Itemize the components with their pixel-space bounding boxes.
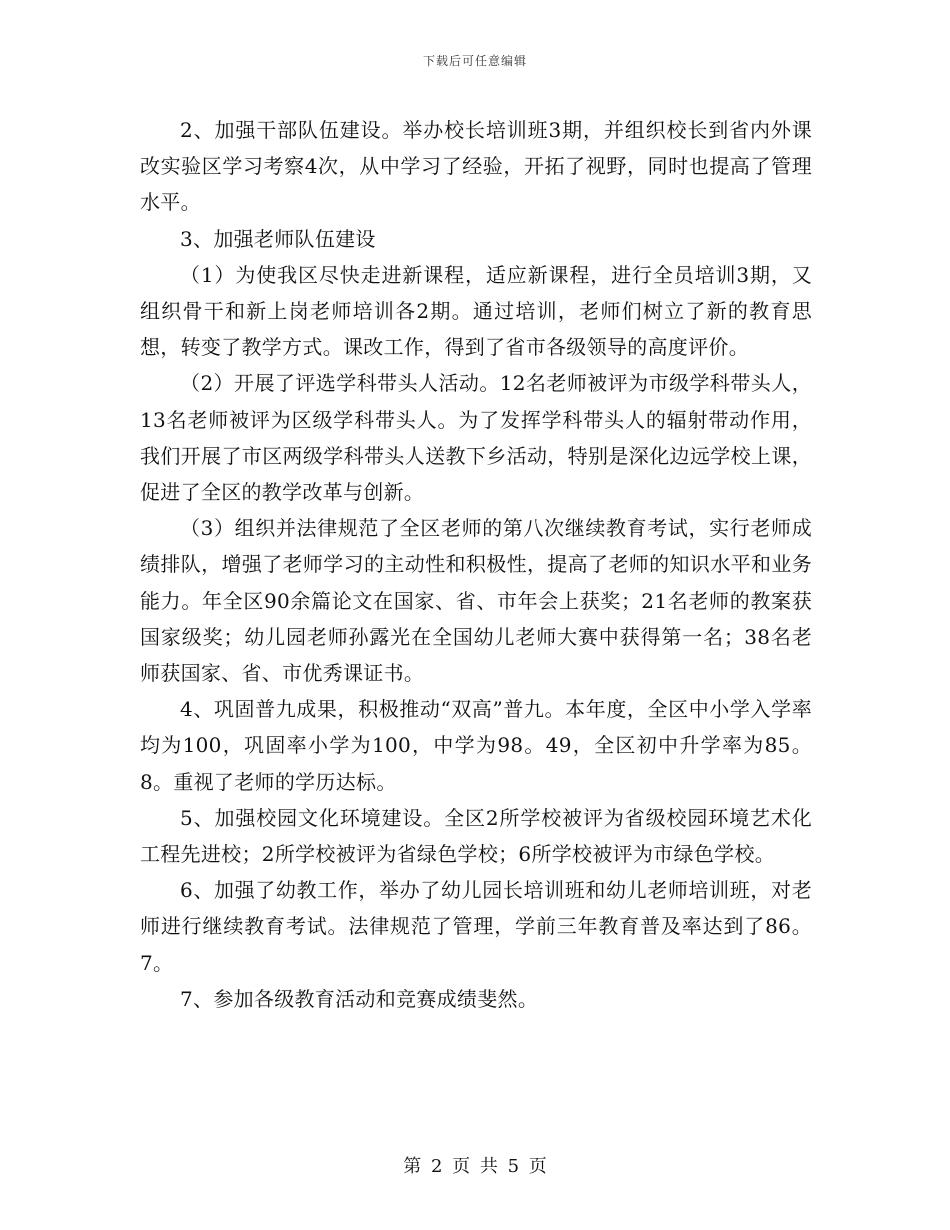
page-header-note: 下载后可任意编辑 <box>422 54 527 68</box>
paragraph-compulsory-education: 4、巩固普九成果，积极推动“双高”普九。本年度，全区中小学入学率均为100，巩固率小学为100，中学为98。49，全区初中升学率为85。8。重视了老师的学历达标。 <box>140 697 812 794</box>
paragraph-teacher-building-heading: 3、加强老师队伍建设 <box>180 226 376 251</box>
page-number-footer: 第 2 页 共 5 页 <box>403 1156 547 1177</box>
paragraph-subject-leaders: （2）开展了评选学科带头人活动。12名老师被评为市级学科带头人，13名老师被评为区级学科带头人。为了发挥学科带头人的辐射带动作用，我们开展了市区两级学科带头人送教下乡活动，特别是深化边远学校上课，促进了全区的教学改革与创新。 <box>140 371 812 505</box>
paragraph-teacher-training: （1）为使我区尽快走进新课程，适应新课程，进行全员培训3期，又组织骨干和新上岗老师培训各2期。通过培训，老师们树立了新的教育思想，转变了教学方式。课改工作，得到了省市各级领导的高度评价。 <box>140 262 812 360</box>
paragraph-cadre-building: 2、加强干部队伍建设。举办校长培训班3期，并组织校长到省内外课改实验区学习考察4次，从中学习了经验，开拓了视野，同时也提高了管理水平。 <box>140 118 812 215</box>
paragraph-campus-culture: 5、加强校园文化环境建设。全区2所学校被评为省级校园环境艺术化工程先进校；2所学校被评为省绿色学校；6所学校被评为市绿色学校。 <box>140 805 812 867</box>
paragraph-competitions: 7、参加各级教育活动和竞赛成绩斐然。 <box>180 986 539 1011</box>
document-body <box>140 112 812 1017</box>
paragraph-preschool-education: 6、加强了幼教工作，举办了幼儿园长培训班和幼儿老师培训班，对老师进行继续教育考试。法律规范了管理，学前三年教育普及率达到了86。7。 <box>140 878 812 975</box>
paragraph-continuing-education: （3）组织并法律规范了全区老师的第八次继续教育考试，实行老师成绩排队，增强了老师学习的主动性和积极性，提高了老师的知识水平和业务能力。年全区90余篇论文在国家、省、市年会上获奖；21名老师的教案获国家级奖；幼儿园老师孙露光在全国幼儿老师大赛中获得第一名；38名老师获国家、省、市优秀课证书。 <box>140 516 812 686</box>
